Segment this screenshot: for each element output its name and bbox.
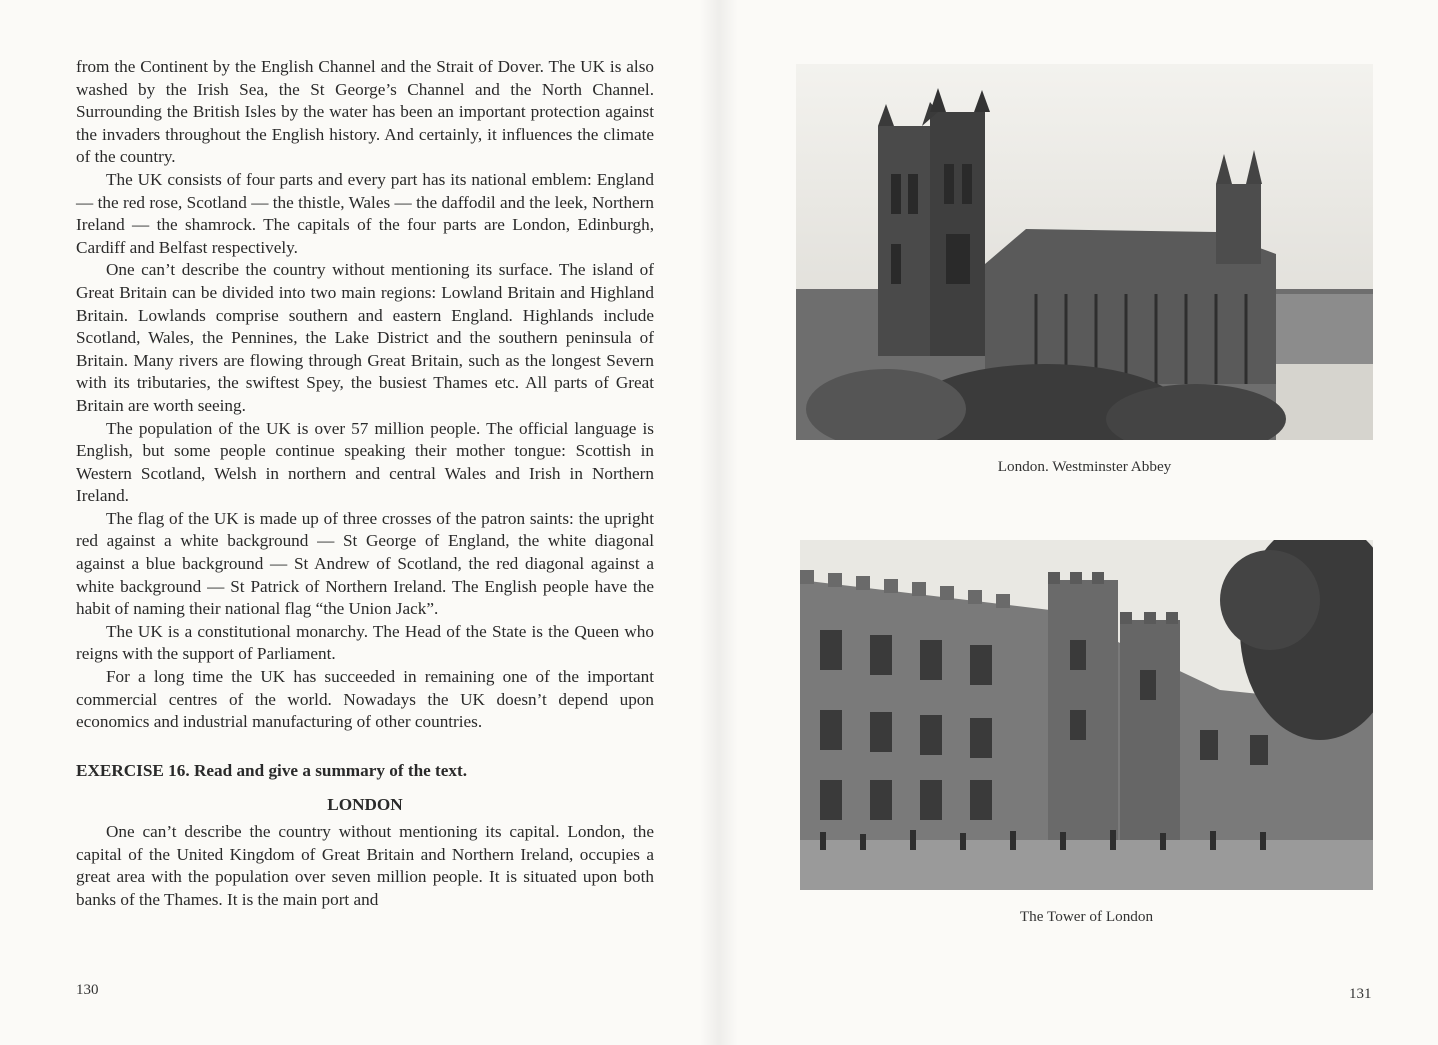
paragraph-commerce: For a long time the UK has succeeded in remaining one of the important commercial centres of the world. Nowadays the UK doesn’t depend upon economics and industrial manufacturing of other countries. bbox=[76, 667, 654, 732]
page-number-left: 130 bbox=[76, 982, 99, 998]
westminster-abbey-caption: London. Westminster Abbey bbox=[997, 458, 1172, 475]
paragraph-monarchy: The UK is a constitutional monarchy. The Head of the State is the Queen who reigns with the support of Parliament. bbox=[76, 621, 654, 664]
tower-of-london-caption: The Tower of London bbox=[1019, 908, 1154, 925]
paragraph-surface: One can’t describe the country without mentioning its surface. The island of Great Britain can be divided into two main regions: Lowland Britain and Highland Britain. Lowlands comprise southern and eastern England. Highlands include Scotland, Wales, the Pennines, the Lake District and the southern peninsula of Britain. Many rivers are flowing through Great Britain, such as the longest Severn with its tributaries, the swiftest Spey, the busiest Thames etc. All parts of Great Britain are worth seeing. bbox=[76, 260, 654, 415]
paragraph-four-parts: The UK consists of four parts and every part has its national emblem: England — the red rose, Scotland — the thistle, Wales — the daffodil and the leek, Northern Ireland — the shamrock. The capitals of the four parts are London, Edinburgh, Cardiff and Belfast respectively. bbox=[76, 169, 654, 257]
paragraph-continent: from the Continent by the English Channel and the Strait of Dover. The UK is also washed by the Irish Sea, the St George’s Channel and the North Channel. Surrounding the British Isles by the water has been an important protection against the invaders throughout the English history. And certainly, it influences the climate of the country. bbox=[76, 57, 654, 167]
westminster-abbey-photo bbox=[796, 64, 1373, 440]
section-title: LONDON bbox=[327, 795, 403, 815]
page-number-right: 131 bbox=[1349, 986, 1372, 1002]
paragraph-population: The population of the UK is over 57 million people. The official language is English, but some people continue speaking their mother tongue: Scottish in Western Scotland, Welsh in northern and central Wales and Irish in Northern Ireland. bbox=[76, 418, 654, 506]
tower-of-london-photo bbox=[800, 540, 1373, 890]
paragraph-london: One can’t describe the country without mentioning its capital. London, the capital of the United Kingdom of Great Britain and Northern Ireland, occupies a great area with the population over seven million people. It is situated upon both banks of the Thames. It is the main port and bbox=[76, 822, 654, 909]
exercise-heading: EXERCISE 16. Read and give a summary of the text. bbox=[76, 760, 468, 780]
left-page-text bbox=[76, 56, 654, 911]
book-gutter bbox=[700, 0, 738, 1045]
paragraph-flag: The flag of the UK is made up of three crosses of the patron saints: the upright red against a white background — St George of England, the white diagonal against a blue background — St Andrew of Scotland, the red diagonal against a white background — St Patrick of Northern Ireland. The English people have the habit of naming their national flag “the Union Jack”. bbox=[76, 508, 654, 619]
